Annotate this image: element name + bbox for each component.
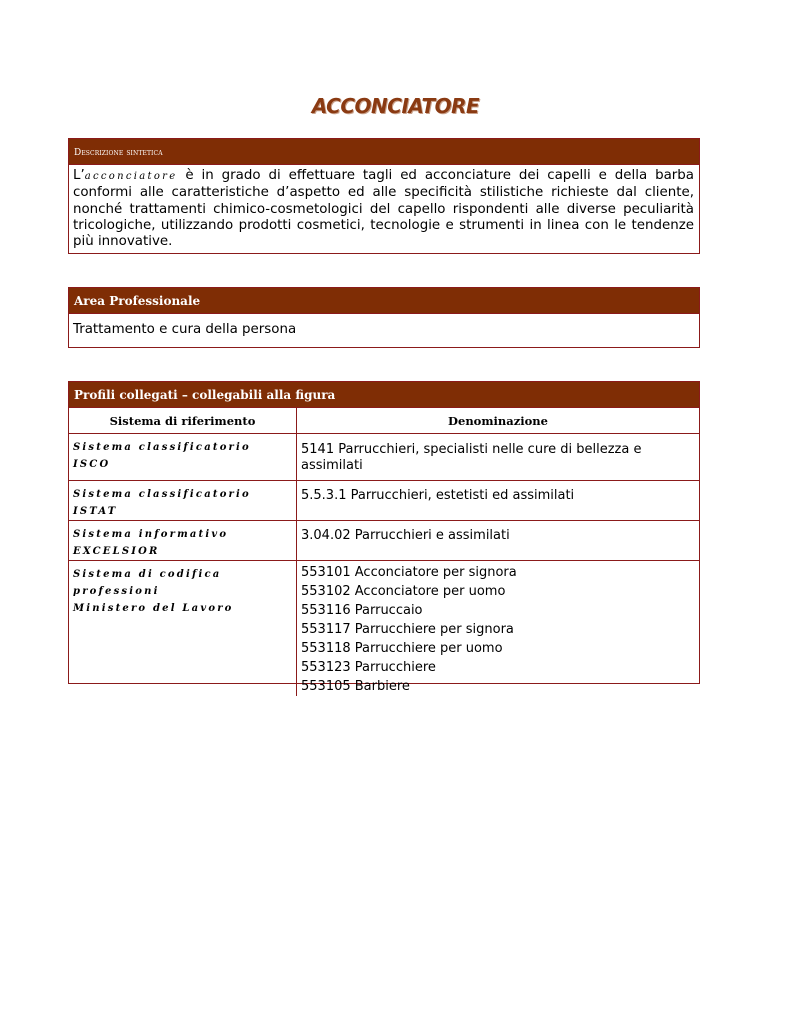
descrizione-header	[69, 139, 699, 165]
descrizione-body: è in grado di effettuare tagli ed acconciature dei capelli e della barba conformi alle caratteristiche d’aspetto ed alle specificità stilistiche richieste dal cliente, nonché trattamenti chimico-cosmetologici del capello rispondenti alle diverse peculiarità tricologiche, utilizzando prodotti cosmetici, tecnologie e strumenti in linea con le tendenze più innovative.	[73, 168, 694, 250]
list-item: 553117 Parrucchiere per signora	[301, 622, 514, 637]
descrizione-section	[68, 138, 700, 254]
table-row	[69, 481, 699, 521]
column-header-sistema: Sistema di riferimento	[109, 414, 256, 428]
sistema-cell: Sistema classificatorio ISCO	[73, 442, 251, 470]
denominazione-cell: 5.5.3.1 Parrucchieri, estetisti ed assimilati	[301, 488, 575, 503]
descrizione-header-label: Descrizione sintetica	[74, 148, 163, 158]
descrizione-text	[69, 165, 699, 250]
list-item: 553102 Acconciatore per uomo	[301, 584, 506, 599]
denominazione-cell: 5141 Parrucchieri, specialisti nelle cure di bellezza e assimilati	[301, 442, 642, 473]
profili-section	[68, 381, 700, 694]
table-header-row	[69, 408, 699, 434]
list-item: 553105 Barbiere	[301, 679, 410, 694]
area-header: Area Professionale	[69, 288, 699, 314]
area-value: Trattamento e cura della persona	[73, 322, 297, 337]
list-item: 553101 Acconciatore per signora	[301, 565, 517, 580]
sistema-cell-ministero: Ministero del Lavoro	[73, 603, 234, 614]
denominazione-cell: 3.04.02 Parrucchieri e assimilati	[301, 528, 510, 543]
codes-list	[297, 561, 699, 696]
area-section	[68, 287, 700, 348]
table-row	[69, 561, 699, 697]
table-row	[69, 434, 699, 481]
figure-name: acconciatore	[84, 171, 178, 182]
list-item: 553123 Parrucchiere	[301, 660, 436, 675]
page-title: ACCONCIATORE	[311, 94, 480, 118]
list-item: 553118 Parrucchiere per uomo	[301, 641, 503, 656]
descrizione-prefix: L’	[73, 168, 85, 183]
sistema-cell: Sistema di codifica professioni	[73, 569, 222, 597]
list-item: 553116 Parruccaio	[301, 603, 423, 618]
sistema-cell: Sistema classificatorio ISTAT	[73, 489, 251, 517]
column-header-denominazione: Denominazione	[448, 414, 548, 428]
table-row	[69, 521, 699, 561]
profili-header: Profili collegati – collegabili alla figura	[69, 382, 699, 408]
profili-table	[69, 408, 699, 696]
sistema-cell: Sistema informativo EXCELSIOR	[73, 529, 229, 557]
